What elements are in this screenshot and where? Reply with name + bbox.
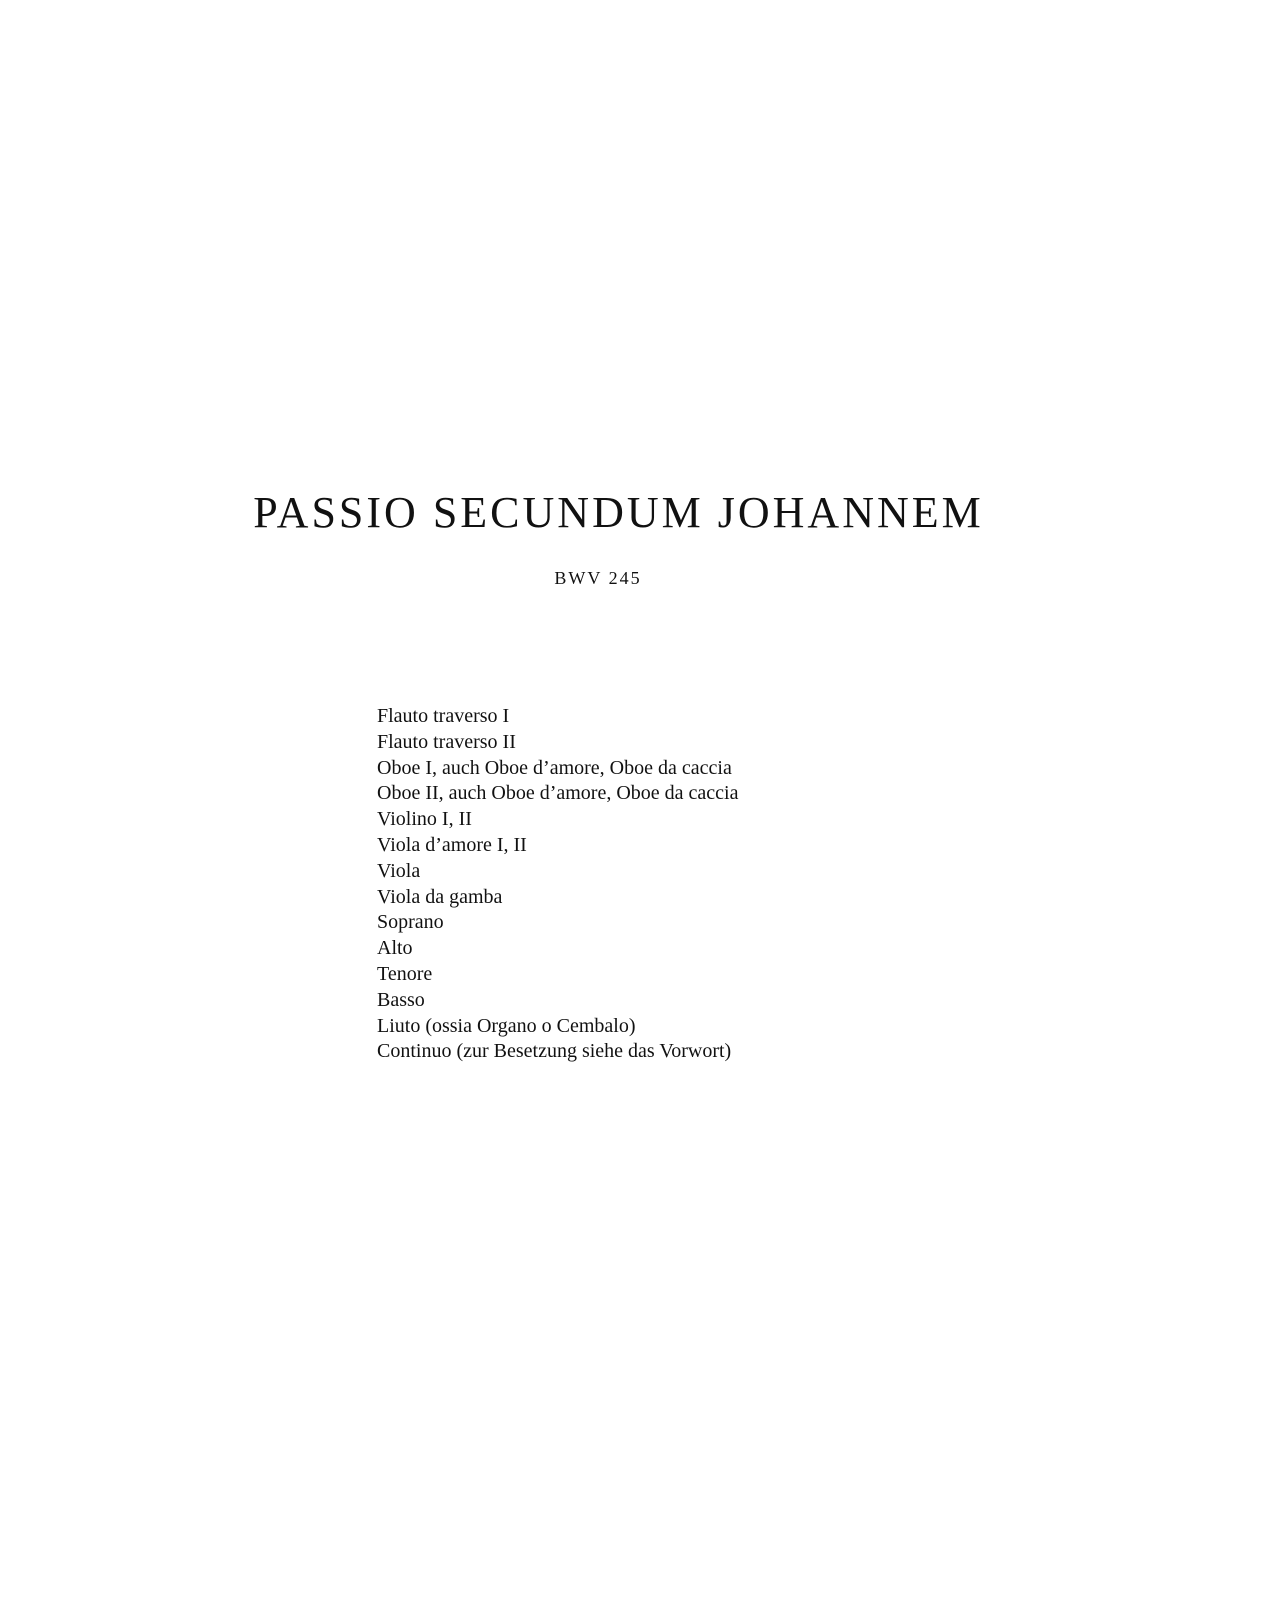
instrument-item: Continuo (zur Besetzung siehe das Vorwort) [377,1040,732,1063]
instrument-item: Viola [377,859,421,882]
instrument-item: Oboe II, auch Oboe d’amore, Oboe da caccia [377,782,739,805]
instrument-item: Flauto traverso I [377,705,510,727]
instrument-item: Viola da gamba [377,885,503,908]
instrument-item: Basso [377,988,425,1011]
instrument-item: Alto [377,937,413,960]
instrument-item: Flauto traverso II [377,730,516,753]
catalog-number: BWV 245 [554,568,642,588]
instrument-item: Oboe I, auch Oboe d’amore, Oboe da caccia [377,756,732,779]
page-title: PASSIO SECUNDUM JOHANNEM [253,488,984,537]
instrument-item: Violino I, II [377,808,472,831]
instrument-item: Viola d’amore I, II [377,833,527,856]
instrumentation-list [377,704,738,1065]
instrument-item: Tenore [377,962,433,985]
instrument-item: Liuto (ossia Organo o Cembalo) [377,1014,636,1037]
instrument-item: Soprano [377,911,444,934]
